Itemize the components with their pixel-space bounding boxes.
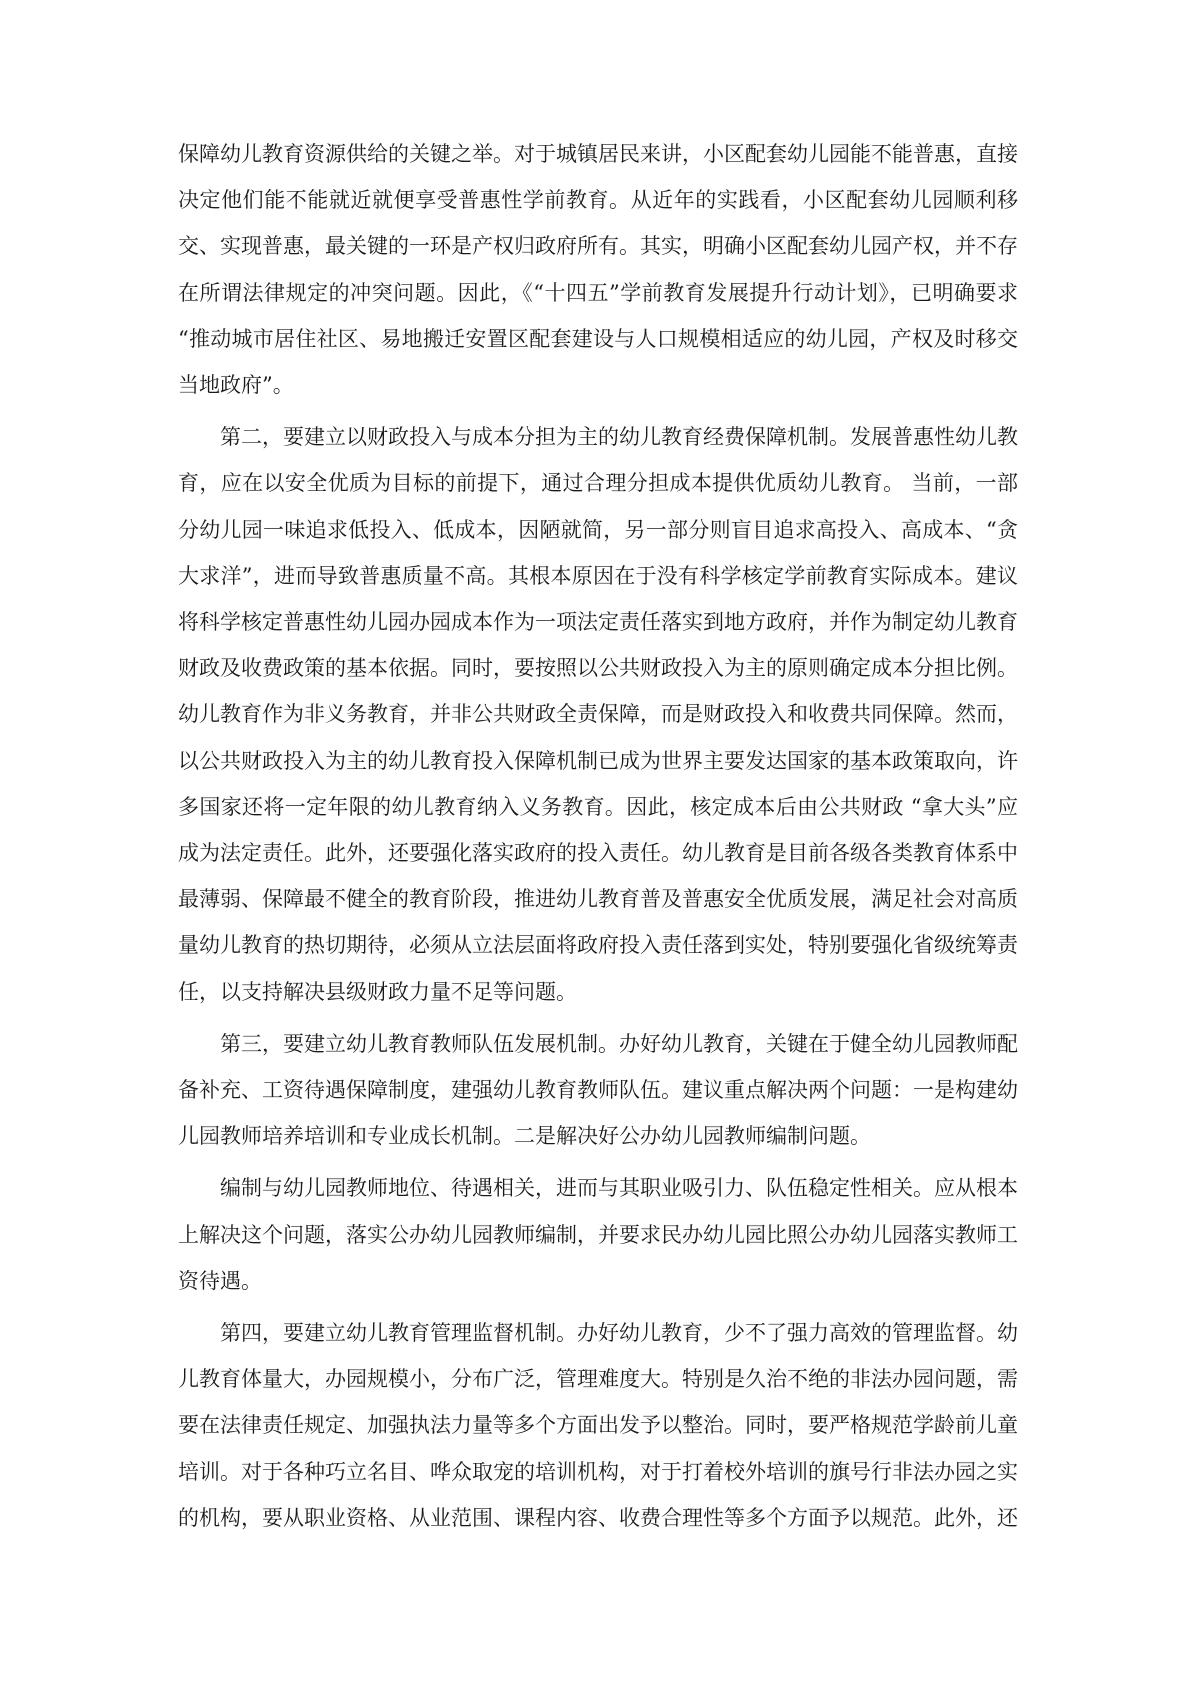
document-body bbox=[178, 131, 1018, 1547]
paragraph-3: 第三，要建立幼儿教育教师队伍发展机制。办好幼儿教育，关键在于健全幼儿园教师配备补充、工资待遇保障制度，建强幼儿教育教师队伍。建议重点解决两个问题：一是构建幼儿园教师培养培训和专业成长机制。二是解决好公办幼儿园教师编制问题。 bbox=[178, 1031, 1018, 1149]
paragraph-1: 保障幼儿教育资源供给的关键之举。对于城镇居民来讲，小区配套幼儿园能不能普惠，直接决定他们能不能就近就便享受普惠性学前教育。从近年的实践看，小区配套幼儿园顺利移交、实现普惠，最关键的一环是产权归政府所有。其实，明确小区配套幼儿园产权，并不存在所谓法律规定的冲突问题。因此，《“十四五”学前教育发展提升行动计划》，已明确要求 “推动城市居住社区、易地搬迁安置区配套建设与人口规模相适应的幼儿园，产权及时移交当地政府”。 bbox=[178, 142, 1018, 398]
paragraph-5: 第四，要建立幼儿教育管理监督机制。办好幼儿教育，少不了强力高效的管理监督。幼儿教育体量大，办园规模小，分布广泛，管理难度大。特别是久治不绝的非法办园问题，需要在法律责任规定、加强执法力量等多个方面出发予以整治。同时，要严格规范学龄前儿童培训。对于各种巧立名目、哗众取宠的培训机构，对于打着校外培训的旗号行非法办园之实的机构，要从职业资格、从业范围、课程内容、收费合理性等多个方面予以规范。此外，还 bbox=[178, 1321, 1018, 1530]
paragraph-4: 编制与幼儿园教师地位、待遇相关，进而与其职业吸引力、队伍稳定性相关。应从根本上解决这个问题，落实公办幼儿园教师编制，并要求民办幼儿园比照公办幼儿园落实教师工资待遇。 bbox=[178, 1176, 1018, 1293]
paragraph-2: 第二，要建立以财政投入与成本分担为主的幼儿教育经费保障机制。发展普惠性幼儿教育，应在以安全优质为目标的前提下，通过合理分担成本提供优质幼儿教育。 当前，一部分幼儿园一味追求低投入、低成本，因陋就简，另一部分则盲目追求高投入、高成本、“贪大求洋”，进而导致普惠质量不高。其根本原因在于没有科学核定学前教育实际成本。建议将科学核定普惠性幼儿园办园成本作为一项法定责任落实到地方政府，并作为制定幼儿教育财政及收费政策的基本依据。同时，要按照以公共财政投入为主的原则确定成本分担比例。幼儿教育作为非义务教育，并非公共财政全责保障，而是财政投入和收费共同保障。然而，以公共财政投入为主的幼儿教育投入保障机制已成为世界主要发达国家的基本政策取向，许多国家还将一定年限的幼儿教育纳入义务教育。因此，核定成本后由公共财政 “拿大头”应成为法定责任。此外，还要强化落实政府的投入责任。幼儿教育是目前各级各类教育体系中最薄弱、保障最不健全的教育阶段，推进幼儿教育普及普惠安全优质发展，满足社会对高质量幼儿教育的热切期待，必须从立法层面将政府投入责任落到实处，特别要强化省级统筹责任，以支持解决县级财政力量不足等问题。 bbox=[178, 425, 1018, 1004]
